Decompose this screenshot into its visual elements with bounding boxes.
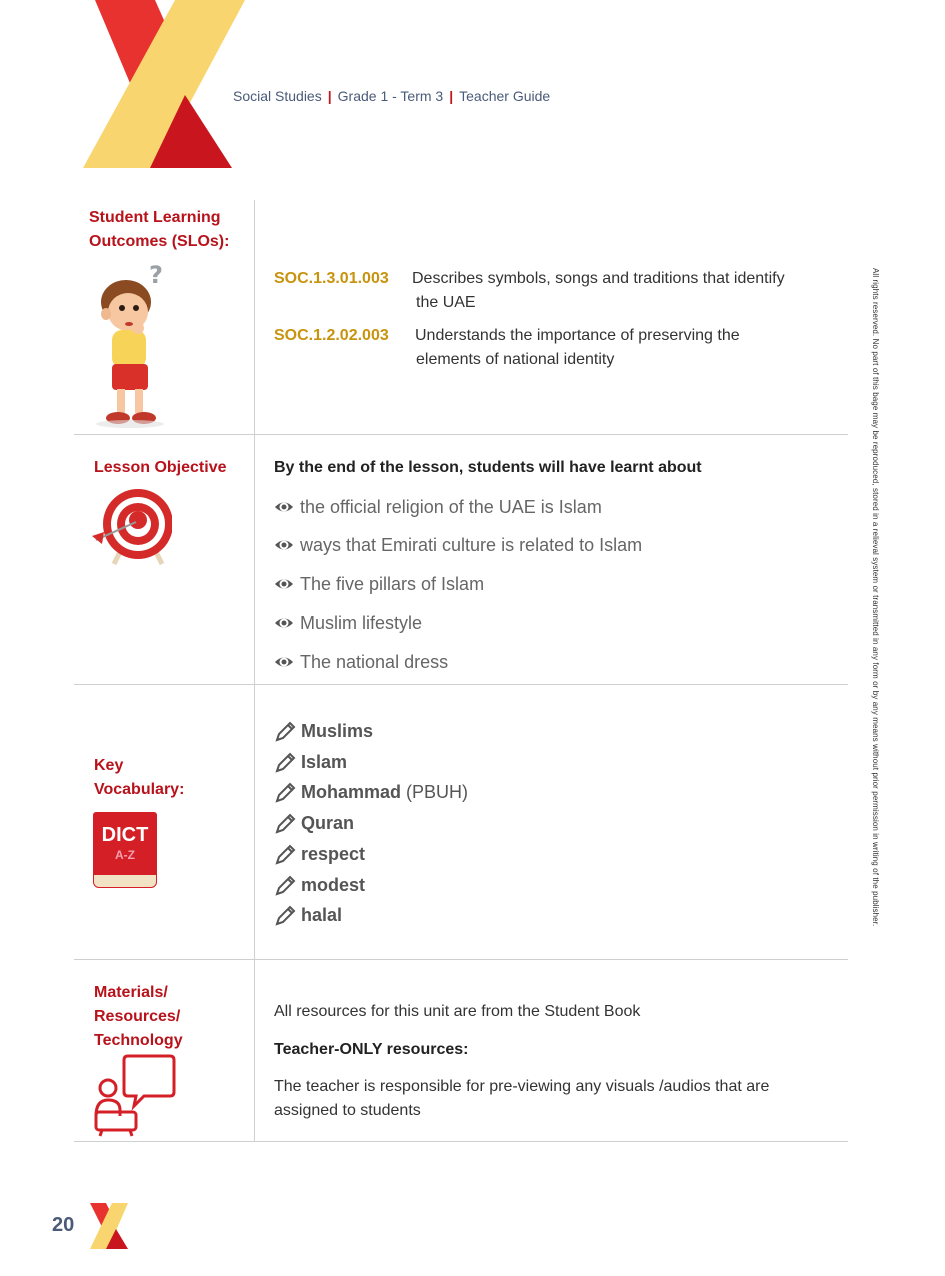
materials-note-line: assigned to students [274,1102,421,1119]
pencil-icon [274,721,296,743]
eye-icon [274,574,294,594]
slo-description-line: elements of national identity [416,351,615,368]
vocabulary-item [274,870,365,901]
dictionary-icon [93,812,157,888]
brand-logo [80,0,250,168]
vocabulary-item [274,839,365,870]
slo-description-line: Understands the importance of preserving the [415,327,740,344]
objective-item [274,649,448,675]
breadcrumb-grade: Grade 1 - Term 3 [337,88,444,104]
pencil-icon [274,752,296,774]
vocabulary-word: Mohammad [301,782,402,802]
pencil-icon [274,782,296,804]
eye-icon [274,613,294,633]
slo-code: SOC.1.2.02.003 [274,327,389,344]
vocabulary-item [274,808,354,839]
slo-description-line: Describes symbols, songs and traditions that identify [412,270,785,287]
vocabulary-word: modest [301,875,366,895]
pencil-icon [274,844,296,866]
vocabulary-item [274,777,468,808]
copyright-text: All rights reserved. No part of this bage may be reproduced, stored in a relieval system or transmitted in any form or by any means without prior permission in writing of the publisher. [871,268,880,927]
objective-item [274,532,642,558]
copyright-note [866,268,886,1008]
presenter-icon [92,1054,176,1138]
vocabulary-label-line: Key [94,757,124,774]
vocabulary-note: (PBUH) [406,782,469,802]
materials-teacher-heading: Teacher-ONLY resources: [274,1041,469,1058]
objective-item-text: The five pillars of Islam [300,573,485,594]
vocabulary-word: halal [301,905,343,925]
materials-label [94,981,183,1053]
breadcrumb [233,88,550,104]
materials-label-line: Materials/ [94,984,168,1001]
breadcrumb-guide: Teacher Guide [459,88,551,104]
row-divider [74,1141,848,1142]
pencil-icon [274,875,296,897]
eye-icon [274,535,294,555]
objective-label: Lesson Objective [94,459,227,476]
materials-label-line: Technology [94,1032,183,1049]
brand-logo-small [86,1203,130,1249]
dictionary-subtitle: A-Z [115,848,135,862]
slo-description-line: the UAE [416,294,476,311]
eye-icon [274,497,294,517]
vocabulary-item [274,716,373,747]
vocabulary-word: Islam [301,752,348,772]
materials-note-line: The teacher is responsible for pre-viewing any visuals /audios that are [274,1078,770,1095]
dictionary-title: DICT [101,824,149,846]
objective-item [274,610,422,636]
table-column-divider [254,200,255,1142]
vocabulary-word: Quran [301,813,355,833]
page-number: 20 [52,1214,75,1236]
objective-item-text: ways that Emirati culture is related to Islam [300,534,643,555]
objective-item [274,494,602,520]
objective-item [274,571,484,597]
thinking-child-icon [92,258,168,430]
row-divider [74,434,848,435]
objective-item-text: the official religion of the UAE is Islam [300,496,602,517]
materials-text: All resources for this unit are from the Student Book [274,1003,641,1020]
row-divider [74,684,848,685]
vocabulary-label [94,754,184,802]
vocabulary-item [274,900,342,931]
pencil-icon [274,905,296,927]
target-icon [92,488,172,566]
slo-code: SOC.1.3.01.003 [274,270,389,287]
vocabulary-label-line: Vocabulary: [94,781,185,798]
row-divider [74,959,848,960]
slo-label: Student Learning Outcomes (SLOs): [89,209,230,250]
breadcrumb-subject: Social Studies [233,88,322,104]
eye-icon [274,652,294,672]
vocabulary-item [274,747,347,778]
pencil-icon [274,813,296,835]
materials-label-line: Resources/ [94,1008,181,1025]
breadcrumb-separator: | [327,88,332,104]
svg-text:?: ? [149,261,163,289]
objective-intro: By the end of the lesson, students will have learnt about [274,459,702,476]
objective-item-text: The national dress [300,651,449,672]
objective-item-text: Muslim lifestyle [300,612,423,633]
breadcrumb-separator: | [449,88,454,104]
vocabulary-word: respect [301,844,366,864]
vocabulary-word: Muslims [301,721,374,741]
